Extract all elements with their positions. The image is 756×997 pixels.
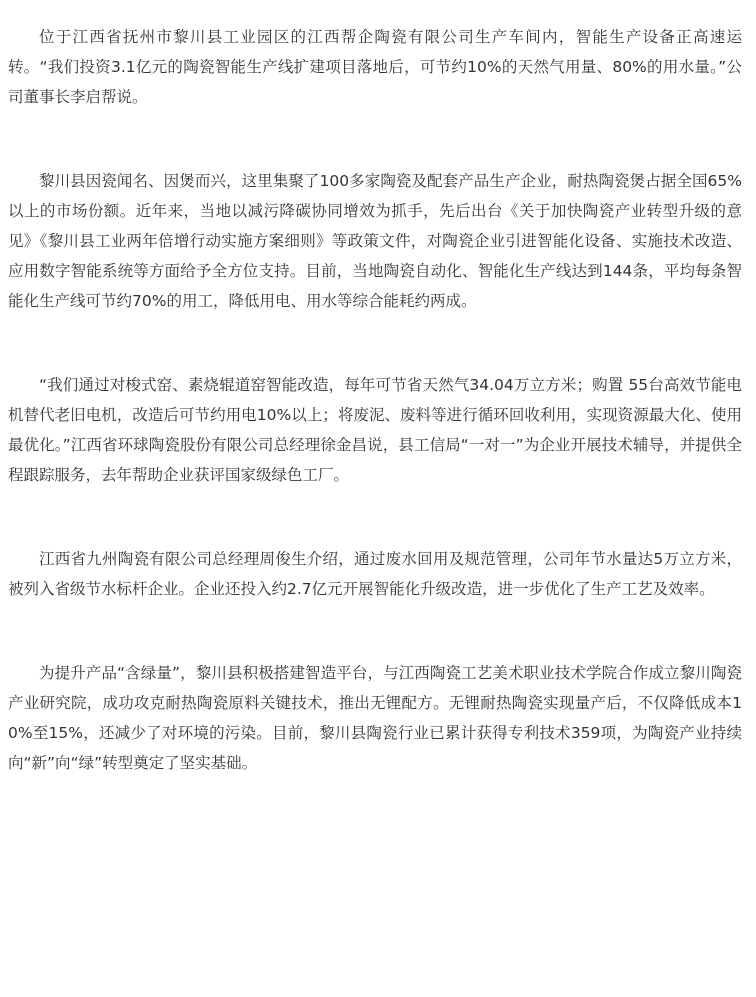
article-paragraph-1: 位于江西省抚州市黎川县工业园区的江西帮企陶瓷有限公司生产车间内，智能生产设备正高速运转。“我们投资3.1亿元的陶瓷智能生产线扩建项目落地后，可节约10%的天然气用量、80%的用水量。”公司董事长李启帮说。	[8, 28, 742, 106]
article-paragraph-3: “我们通过对梭式窑、素烧辊道窑智能改造，每年可节省天然气34.04万立方米；购置 55台高效节能电机替代老旧电机，改造后可节约用电10%以上；将废泥、废料等进行循环回收利用，实现资源最大化、使用最优化。”江西省环球陶瓷股份有限公司总经理徐金昌说，县工信局“一对一”为企业开展技术辅导，并提供全程跟踪服务，去年帮助企业获评国家级绿色工厂。	[8, 376, 742, 484]
article-paragraph-2: 黎川县因瓷闻名、因煲而兴，这里集聚了100多家陶瓷及配套产品生产企业，耐热陶瓷煲占据全国65%以上的市场份额。近年来，当地以减污降碳协同增效为抓手，先后出台《关于加快陶瓷产业转型升级的意见》《黎川县工业两年倍增行动实施方案细则》等政策文件，对陶瓷企业引进智能化设备、实施技术改造、应用数字智能系统等方面给予全方位支持。目前，当地陶瓷自动化、智能化生产线达到144条，平均每条智能化生产线可节约70%的用工，降低用电、用水等综合能耗约两成。	[8, 172, 742, 310]
article-body	[8, 22, 742, 778]
article-paragraph-5: 为提升产品“含绿量”，黎川县积极搭建智造平台，与江西陶瓷工艺美术职业技术学院合作成立黎川陶瓷产业研究院，成功攻克耐热陶瓷原料关键技术，推出无锂配方。无锂耐热陶瓷实现量产后，不仅降低成本10%至15%，还减少了对环境的污染。目前，黎川县陶瓷行业已累计获得专利技术359项，为陶瓷产业持续向“新”向“绿”转型奠定了坚实基础。	[8, 664, 742, 772]
article-paragraph-4: 江西省九州陶瓷有限公司总经理周俊生介绍，通过废水回用及规范管理，公司年节水量达5万立方米，被列入省级节水标杆企业。企业还投入约2.7亿元开展智能化升级改造，进一步优化了生产工艺及效率。	[8, 550, 742, 598]
